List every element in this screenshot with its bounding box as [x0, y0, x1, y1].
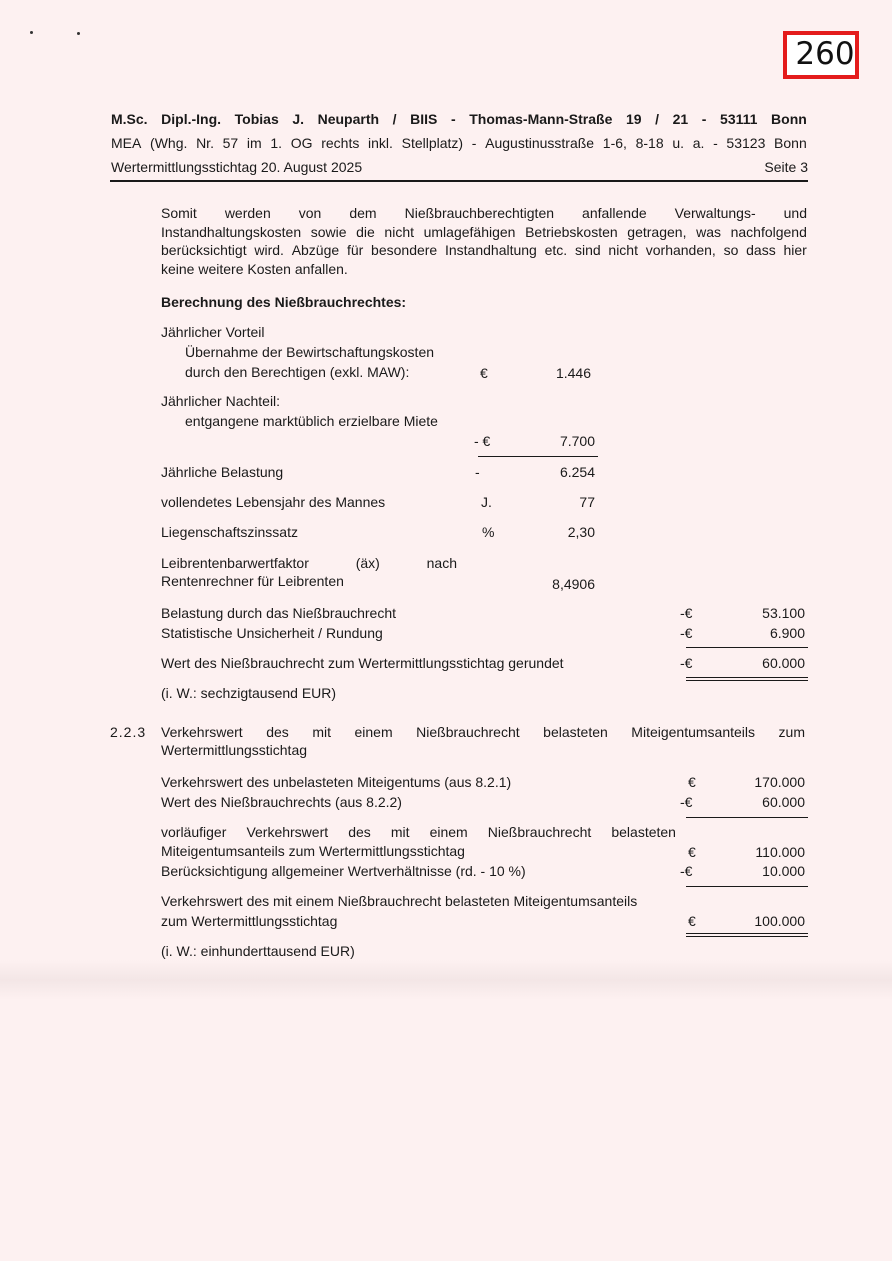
- word: getragen,: [627, 224, 687, 240]
- faktor-value: 8,4906: [552, 576, 595, 592]
- word: a.: [692, 135, 705, 151]
- word: rechts: [321, 135, 360, 151]
- wert-value: 60.000: [762, 655, 805, 671]
- word: BIIS: [410, 111, 438, 127]
- word: belasteten: [543, 724, 608, 740]
- word: Somit: [161, 205, 197, 221]
- word: Nießbrauchrecht: [487, 824, 592, 840]
- word: Leibrentenbarwertfaktor: [161, 555, 309, 571]
- word: -: [471, 135, 477, 151]
- vorl-value: 110.000: [755, 844, 805, 860]
- section-number: 2.2.3: [110, 724, 147, 740]
- lebensjahr-label: vollendetes Lebensjahr des Mannes: [161, 494, 386, 510]
- vorteil-value: 1.446: [555, 365, 591, 381]
- word: wird.: [254, 242, 284, 258]
- header-date: Wertermittlungsstichtag 20. August 2025: [111, 159, 363, 175]
- intro-line-4: keine weitere Kosten anfallen.: [161, 261, 348, 277]
- word: mit: [312, 724, 331, 740]
- section-sum-rule: [686, 817, 808, 818]
- header-page: Seite 3: [764, 159, 808, 175]
- subtotal-rule: [478, 456, 598, 457]
- final-sum-rule: [686, 886, 808, 887]
- word: anfallende: [582, 205, 647, 221]
- header-line-1: [111, 109, 807, 129]
- zins-unit: %: [482, 524, 495, 540]
- word: nicht: [608, 242, 638, 258]
- belastung-value: 6.254: [559, 464, 595, 480]
- nachteil-value: 7.700: [559, 433, 595, 449]
- word: u.: [672, 135, 684, 151]
- word: von: [298, 205, 322, 221]
- word: dass: [746, 242, 776, 258]
- wertverh-value: 10.000: [762, 863, 805, 879]
- word: besondere: [371, 242, 438, 258]
- word: Miteigentumsanteils: [631, 724, 756, 740]
- vorl-line-2: Miteigentumsanteils zum Wertermittlungsstichtag: [161, 843, 465, 859]
- final-double-rule-top: [686, 933, 808, 934]
- word: des: [266, 724, 289, 740]
- word: Neuparth: [317, 111, 380, 127]
- faktor-line-2: Rentenrechner für Leibrenten: [161, 573, 344, 589]
- zins-label: Liegenschaftszinssatz: [161, 524, 298, 540]
- word: OG: [290, 135, 313, 151]
- word: einem: [429, 824, 468, 840]
- word: dem: [349, 205, 377, 221]
- word: 1-6,: [602, 135, 627, 151]
- belastung-label: Jährliche Belastung: [161, 464, 284, 480]
- wert-unit: -€: [680, 655, 693, 671]
- word: nach: [426, 555, 457, 571]
- word: MEA: [111, 135, 142, 151]
- word: sowie: [310, 224, 347, 240]
- word: Nießbrauchberechtigten: [404, 205, 555, 221]
- word: Betriebskosten: [525, 224, 618, 240]
- word: M.Sc.: [111, 111, 148, 127]
- wertverh-unit: -€: [680, 863, 693, 879]
- word: vorläufiger: [161, 824, 227, 840]
- intro-line-2: [161, 224, 807, 241]
- word: (äx): [355, 555, 380, 571]
- final-value: 100.000: [754, 913, 805, 929]
- belastung-unit: -: [475, 464, 480, 480]
- word: zum: [778, 724, 805, 740]
- word: Verwaltungs-: [674, 205, 756, 221]
- lebensjahr-unit: J.: [481, 494, 492, 510]
- final-line-2: zum Wertermittlungsstichtag: [161, 913, 338, 929]
- nbwert-value: 60.000: [762, 794, 805, 810]
- wert-label: Wert des Nießbrauchrecht zum Wertermittlungsstichtag gerundet: [161, 655, 564, 671]
- vorteil-label: Jährlicher Vorteil: [161, 324, 265, 340]
- word: Thomas-Mann-Straße: [469, 111, 613, 127]
- word: 1.: [270, 135, 283, 151]
- word: was: [696, 224, 721, 240]
- unsicherheit-label: Statistische Unsicherheit / Rundung: [161, 625, 383, 641]
- scan-shadow: [0, 960, 892, 1000]
- lebensjahr-value: 77: [579, 494, 595, 510]
- word: /: [392, 111, 397, 127]
- word: 57: [222, 135, 239, 151]
- unsicherheit-unit: -€: [680, 625, 693, 641]
- intro-line-3: [161, 242, 807, 259]
- word: Instandhaltungskosten: [161, 224, 302, 240]
- word: nachfolgend: [730, 224, 807, 240]
- final-in-words: (i. W.: einhunderttausend EUR): [161, 943, 355, 959]
- wertverh-label: Berücksichtigung allgemeiner Wertverhältnisse (rd. - 10 %): [161, 863, 526, 879]
- word: Verkehrswert: [246, 824, 329, 840]
- word: des: [348, 824, 371, 840]
- word: -: [701, 111, 707, 127]
- vorteil-unit: €: [480, 365, 488, 381]
- nachteil-unit: - €: [474, 433, 491, 449]
- calc-heading: Berechnung des Nießbrauchrechtes:: [161, 294, 407, 310]
- word: Nr.: [196, 135, 214, 151]
- nachteil-label: Jährlicher Nachteil:: [161, 393, 281, 409]
- word: nicht: [384, 224, 414, 240]
- final-unit: €: [688, 913, 696, 929]
- word: vorhanden,: [645, 242, 716, 258]
- word: inkl.: [368, 135, 393, 151]
- word: so: [723, 242, 739, 258]
- word: (Whg.: [150, 135, 188, 151]
- section-title-line-2: Wertermittlungsstichtag: [161, 742, 308, 758]
- vorl-unit: €: [688, 844, 696, 860]
- double-rule-bottom: [686, 680, 808, 681]
- final-double-rule-bottom: [686, 936, 808, 937]
- word: /: [655, 111, 660, 127]
- double-rule-top: [686, 677, 808, 678]
- header-rule: [110, 180, 808, 182]
- word: und: [783, 205, 807, 221]
- word: Bonn: [774, 135, 807, 151]
- intro-line-1: [161, 205, 807, 222]
- word: 21: [672, 111, 689, 127]
- nb-belastung-value: 53.100: [762, 605, 805, 621]
- zins-value: 2,30: [567, 524, 595, 540]
- nachteil-line-1: entgangene marktüblich erzielbare Miete: [185, 413, 438, 429]
- vorteil-line-2: durch den Berechtigen (exkl. MAW):: [185, 364, 410, 380]
- section-title-line-1: [161, 724, 805, 741]
- word: Verkehrswert: [161, 724, 243, 740]
- unbelastet-label: Verkehrswert des unbelasteten Miteigentums (aus 8.2.1): [161, 774, 512, 790]
- scan-speck: [77, 32, 80, 35]
- header-line-2: [111, 133, 807, 153]
- word: 53111: [720, 111, 758, 127]
- word: 53123: [726, 135, 766, 151]
- word: belasteten: [611, 824, 676, 840]
- word: werden: [224, 205, 271, 221]
- nb-belastung-label: Belastung durch das Nießbrauchrecht: [161, 605, 397, 621]
- word: für: [346, 242, 364, 258]
- word: Stellplatz): [401, 135, 464, 151]
- word: Nießbrauchrecht: [416, 724, 520, 740]
- word: J.: [292, 111, 305, 127]
- nbwert-label: Wert des Nießbrauchrechts (aus 8.2.2): [161, 794, 402, 810]
- unbelastet-unit: €: [688, 774, 696, 790]
- word: umlagefähigen: [423, 224, 516, 240]
- word: Augustinusstraße: [485, 135, 595, 151]
- wert-in-words: (i. W.: sechzigtausend EUR): [161, 685, 337, 701]
- nbwert-unit: -€: [680, 794, 693, 810]
- page-stamp-number: 260: [795, 36, 855, 72]
- word: einem: [354, 724, 393, 740]
- unsicherheit-value: 6.900: [769, 625, 805, 641]
- sum-rule: [686, 647, 808, 648]
- word: Dipl.-Ing.: [161, 111, 222, 127]
- word: Abzüge: [291, 242, 340, 258]
- word: -: [713, 135, 718, 151]
- word: sind: [574, 242, 601, 258]
- word: im: [246, 135, 262, 151]
- word: Instandhaltung: [444, 242, 537, 258]
- vorteil-line-1: Übernahme der Bewirtschaftungskosten: [185, 344, 435, 360]
- word: 19: [625, 111, 642, 127]
- word: etc.: [544, 242, 568, 258]
- faktor-line-1: [161, 555, 457, 572]
- vorl-line-1: [161, 824, 676, 841]
- unbelastet-value: 170.000: [754, 774, 805, 790]
- word: berücksichtigt: [161, 242, 247, 258]
- word: -: [450, 111, 456, 127]
- word: 8-18: [635, 135, 664, 151]
- scan-speck: [30, 31, 33, 34]
- word: mit: [390, 824, 410, 840]
- word: hier: [783, 242, 807, 258]
- word: Tobias: [234, 111, 279, 127]
- final-line-1: Verkehrswert des mit einem Nießbrauchrecht belasteten Miteigentumsanteils: [161, 893, 638, 909]
- word: Bonn: [771, 111, 807, 127]
- nb-belastung-unit: -€: [680, 605, 693, 621]
- word: die: [356, 224, 375, 240]
